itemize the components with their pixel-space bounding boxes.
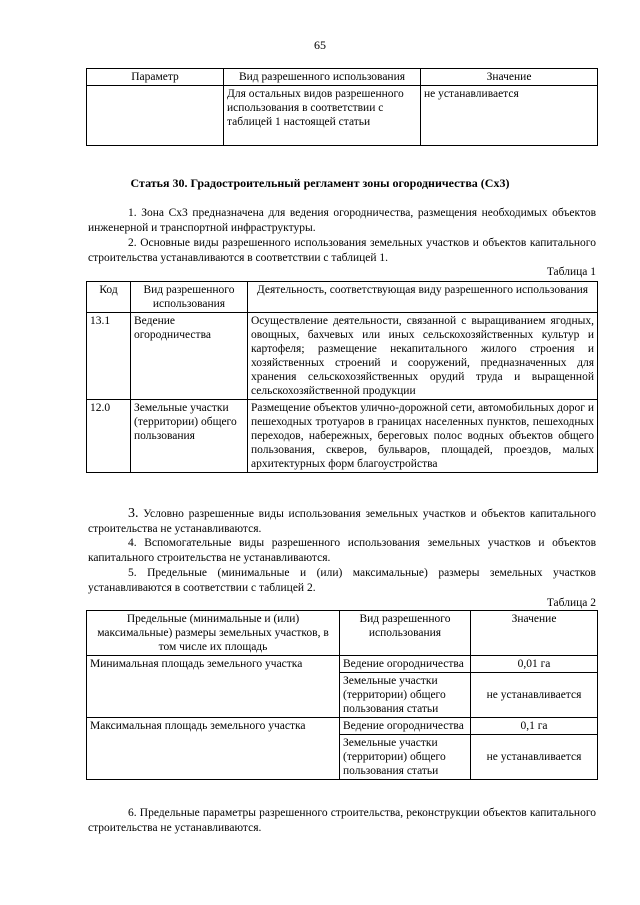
paragraph-3-number: 3. xyxy=(128,506,139,521)
table-1-caption: Таблица 1 xyxy=(546,266,596,278)
table-header-cell: Параметр xyxy=(87,69,224,86)
table-2-caption: Таблица 2 xyxy=(546,597,596,609)
paragraph-4: 4. Вспомогательные виды разрешенного использования земельных участков и объектов капитального строительства не устанавливаются. xyxy=(88,537,596,564)
table-header-row xyxy=(87,69,598,86)
table-header-cell: Значение xyxy=(471,611,598,656)
table-header-cell: Деятельность, соответствующая виду разрешенного использования xyxy=(248,282,598,313)
table-header-cell: Вид разрешенного использования xyxy=(224,69,421,86)
paragraph-2: 2. Основные виды разрешенного использования земельных участков и объектов капитального строительства устанавливаются в соответствии с таблицей 1. xyxy=(88,237,596,264)
table-header-cell: Значение xyxy=(421,69,598,86)
table-cell: 13.1 xyxy=(87,313,131,400)
table-header-cell: Вид разрешенного использования xyxy=(131,282,248,313)
table-header-row xyxy=(87,282,598,313)
table-cell: Максимальная площадь земельного участка xyxy=(87,718,340,780)
top-table xyxy=(86,68,598,146)
table-cell: Ведение огородничества xyxy=(340,656,471,673)
table-row xyxy=(87,718,598,735)
table-row xyxy=(87,656,598,673)
table-cell: Для остальных видов разрешенного использования в соответствии с таблицей 1 настоящей статьи xyxy=(224,86,421,146)
table-row xyxy=(87,400,598,473)
table-cell: Земельные участки (территории) общего пользования xyxy=(131,400,248,473)
table-cell: Земельные участки (территории) общего пользования статьи xyxy=(340,735,471,780)
table-cell: Ведение огородничества xyxy=(131,313,248,400)
table-1 xyxy=(86,281,598,473)
table-cell: Земельные участки (территории) общего пользования статьи xyxy=(340,673,471,718)
table-cell xyxy=(87,86,224,146)
table-cell: Ведение огородничества xyxy=(340,718,471,735)
table-row xyxy=(87,86,598,146)
table-row xyxy=(87,313,598,400)
table-cell: Минимальная площадь земельного участка xyxy=(87,656,340,718)
table-2 xyxy=(86,610,598,780)
table-header-row xyxy=(87,611,598,656)
table-cell: не устанавливается xyxy=(471,673,598,718)
article-title: Статья 30. Градостроительный регламент зоны огородничества (Сх3) xyxy=(130,176,510,190)
page-number: 65 xyxy=(314,38,326,52)
table-cell: 0,1 га xyxy=(471,718,598,735)
table-cell: 0,01 га xyxy=(471,656,598,673)
table-header-cell: Предельные (минимальные и (или) максимальные) размеры земельных участков, в том числе их площадь xyxy=(87,611,340,656)
paragraph-5: 5. Предельные (минимальные и (или) максимальные) размеры земельных участков устанавливаются в соответствии с таблицей 2. xyxy=(88,567,596,594)
table-cell: не устанавливается xyxy=(421,86,598,146)
table-cell: 12.0 xyxy=(87,400,131,473)
table-cell: Размещение объектов улично-дорожной сети, автомобильных дорог и пешеходных тротуаров в границах населенных пунктов, пешеходных переходов, набережных, береговых полос водных объектов общего пользования, скверов, бульваров, площадей, проездов, малых архитектурных форм благоустройства xyxy=(248,400,598,473)
paragraph-1: 1. Зона Сх3 предназначена для ведения огородничества, размещения необходимых объектов инженерной и транспортной инфраструктуры. xyxy=(88,207,596,234)
paragraph-3-text: Условно разрешенные виды использования земельных участков и объектов капитального строительства не устанавливаются. xyxy=(88,508,597,535)
paragraph-3 xyxy=(88,506,596,537)
table-header-cell: Вид разрешенного использования xyxy=(340,611,471,656)
table-cell: не устанавливается xyxy=(471,735,598,780)
table-cell: Осуществление деятельности, связанной с выращиванием ягодных, овощных, бахчевых или иных сельскохозяйственных культур и картофеля; размещение некапитального жилого строения и хозяйственных строений и сооружений, предназначенных для хранения сельскохозяйственных орудий труда и выращенной сельскохозяйственной продукции xyxy=(248,313,598,400)
table-header-cell: Код xyxy=(87,282,131,313)
paragraph-6: 6. Предельные параметры разрешенного строительства, реконструкции объектов капитального строительства не устанавливаются. xyxy=(88,807,596,834)
